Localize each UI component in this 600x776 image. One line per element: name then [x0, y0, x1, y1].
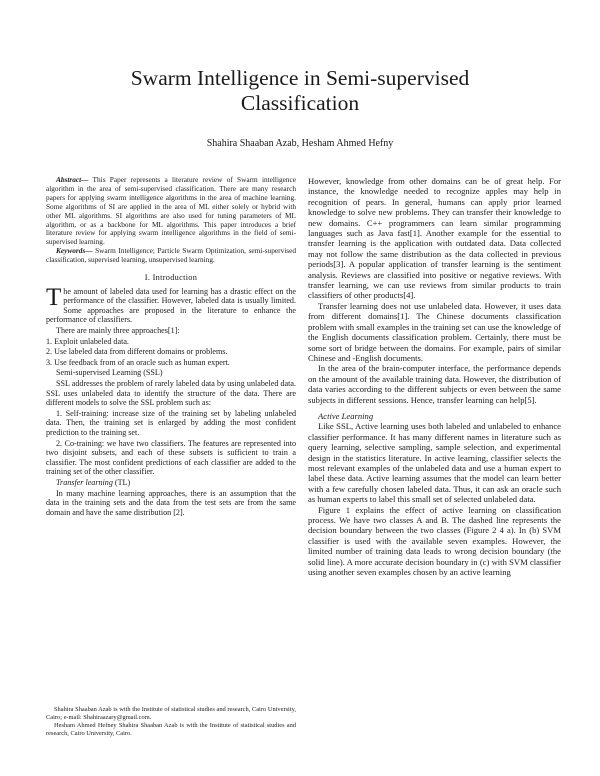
active-learning-heading: Active Learning: [318, 410, 374, 421]
intro-paragraph-text: he amount of labeled data used for learning has a drastic effect on the performance of the classifier. However, labeled data is usually limited. Some approaches are proposed in the literature to enhance the performance of classifiers.: [46, 286, 296, 325]
ssl-item-1: 1. Self-training: increase size of the training set by labeling unlabeled data. Then, the training set is enlarged by adding the most confident prediction to the training set.: [46, 408, 296, 437]
paper-title: [50, 66, 550, 116]
ssl-item-2: 2. Co-training: we have two classifiers. The features are represented into two disjoint subsets, and each of these subsets is sufficient to train a classifier. The most confident predictions of each classifier are added to the training set of the other classifier.: [46, 438, 296, 477]
right-column: [308, 176, 561, 577]
paper-title-line2: Classification: [240, 91, 360, 115]
section-heading-introduction: I. Introduction: [144, 273, 198, 283]
keywords-text: Swarm Intelligence; Particle Swarm Optimization, semi-supervised classification, supervised learning, unsupervised learning.: [46, 246, 296, 265]
intro-paragraph: [46, 283, 296, 325]
abstract-label: Abstract—: [56, 175, 89, 184]
right-paragraph-4: Like SSL, Active learning uses both labeled and unlabeled to enhance classifier performance. It has many different names in literature such as query learning, selective sampling, sample selection, and experimental design in the statistics literature. In active learning, classifier selects the most relevant examples of the unlabeled data and use a human expert to label these data. Active learning assumes that the model can learn better with a few carefully chosen labeled data. Thus, it can ask an oracle such as human experts to label this small set of selected unlabeled data.: [308, 421, 561, 505]
right-paragraph-1: However, knowledge from other domains can be of great help. For instance, the knowledge needed to recognize apples may help in recognition of pears. In general, humans can apply prior learned knowledge to solve new problems. They can transfer their knowledge to new domains. C++ programmers can learn similar programming languages such as Java fast[1]. Another example for the essential to transfer learning is the application with outdated data. Data collected may not follow the same distribution as the data collected in previous periods[3]. A popular application of transfer learning is the sentiment analysis. Reviews are classified into positive or negative reviews. With transfer learning, we can use reviews from similar products to train classifiers of other products[4].: [308, 176, 561, 301]
footnote-1: Shahira Shaaban Azab is with the Institute of statistical studies and research, Cairo University, Cairo; e-mail: Shahiraazary@gmail.com.: [46, 706, 296, 721]
left-column: [46, 176, 296, 517]
right-paragraph-2: Transfer learning does not use unlabeled data. However, it uses data from different domains[1]. The Chinese documents classification problem with small examples in the training set can use the knowledge of the English documents classification problem. Certainly, there must be some sort of bridge between the domains. For example, pairs of similar Chinese and -English documents.: [308, 300, 561, 363]
keywords-label: Keywords—: [56, 246, 93, 256]
paper-authors: Shahira Shaaban Azab, Hesham Ahmed Hefny: [206, 138, 394, 149]
abstract-text: This Paper represents a literature review of Swarm intelligence algorithm in the area of semi-supervised classification. There are many research papers for applying swarm intelligence algorithms in the area of machine learning. Some algorithms of SI are applied in the area of ML either solely or hybrid with other ML algorithms. SI algorithms are also used for tuning parameters of ML algorithm, or as a backbone for ML algorithms. This paper introduces a brief literature review for applying swarm intelligence algorithms in the field of semi-supervised learning.: [46, 175, 296, 247]
right-paragraph-5: Figure 1 explains the effect of active learning on classification process. We have two classes A and B. The dashed line represents the decision boundary between the two classes (Figure 2 4 a). In (b) SVM classifier is used with the available seven examples. However, the limited number of training data leads to wrong decision boundary (the solid line). A more accurate decision boundary in (c) with SVM classifier using another seven examples chosen by an active learning: [308, 504, 561, 578]
footnotes: [46, 706, 296, 738]
approach-item-2: 2. Use labeled data from different domains or problems.: [46, 347, 228, 357]
approaches-intro: There are mainly three approaches[1]:: [56, 326, 180, 336]
approach-item-1: 1. Exploit unlabeled data.: [46, 336, 129, 346]
abstract: [46, 176, 296, 247]
transfer-learning-heading-suffix: (TL): [112, 477, 131, 487]
footnote-2: Hesham Ahmed Hefney Shahira Shaaban Azab is with the Institute of statistical studies and research, Cairo University, Cairo.: [46, 721, 296, 737]
keywords: [46, 247, 296, 265]
ssl-paragraph: SSL addresses the problem of rarely labeled data by using unlabeled data. SSL uses unlabeled data to identify the structure of the data. There are different models to solve the SSL problem such as:: [46, 379, 296, 408]
transfer-learning-heading: [46, 478, 296, 488]
ssl-heading: Semi-supervised Learning (SSL): [56, 368, 163, 378]
right-paragraph-3: In the area of the brain-computer interface, the performance depends on the amount of the available training data. However, the distribution of data varies according to the different subjects or even between the same subjects in different sessions. Hence, transfer learning can help[5].: [308, 363, 561, 405]
dropcap: T: [46, 283, 62, 311]
approach-item-3: 3. Use feedback from of an oracle such as human expert.: [46, 357, 230, 367]
paper-title-line1: Swarm Intelligence in Semi-supervised: [130, 66, 470, 90]
transfer-learning-paragraph: In many machine learning approaches, there is an assumption that the data in the training sets and the data from the test sets are from the same domain and have the same distribution [2].: [46, 488, 296, 517]
transfer-learning-heading-text: Transfer learning: [56, 477, 113, 487]
